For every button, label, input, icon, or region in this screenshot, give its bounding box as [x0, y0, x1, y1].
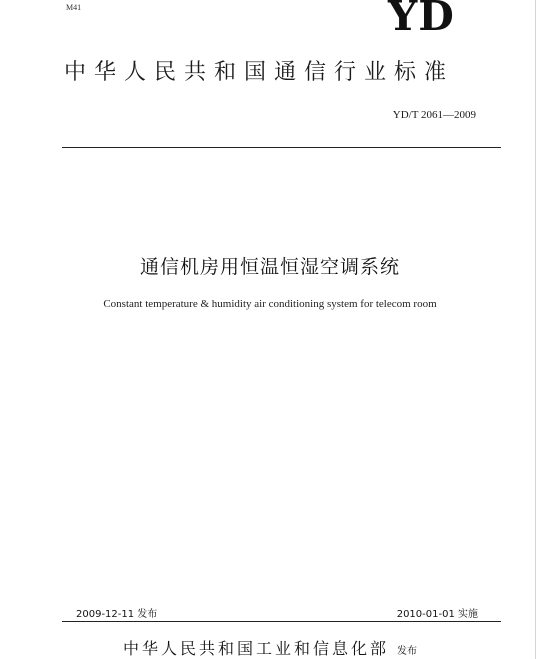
standard-number: YD/T 2061—2009	[392, 109, 476, 121]
implementation-date: 2010-01-01 实施	[396, 609, 478, 620]
top-divider	[62, 147, 501, 148]
yd-logo: YD	[388, 0, 455, 40]
bottom-divider	[62, 621, 501, 622]
page-edge	[535, 0, 536, 659]
standard-category: 中华人民共和国通信行业标准	[64, 60, 455, 85]
document-title-chinese: 通信机房用恒温恒湿空调系统	[139, 256, 400, 278]
publisher-name: 中华人民共和国工业和信息化部	[122, 639, 389, 658]
document-title-english: Constant temperature & humidity air conditioning system for telecom room	[103, 298, 437, 310]
publisher-suffix: 发布	[397, 646, 418, 657]
release-date: 2009-12-11 发布	[76, 609, 158, 620]
classification-code: M41	[66, 3, 82, 12]
publisher-line	[0, 636, 540, 659]
